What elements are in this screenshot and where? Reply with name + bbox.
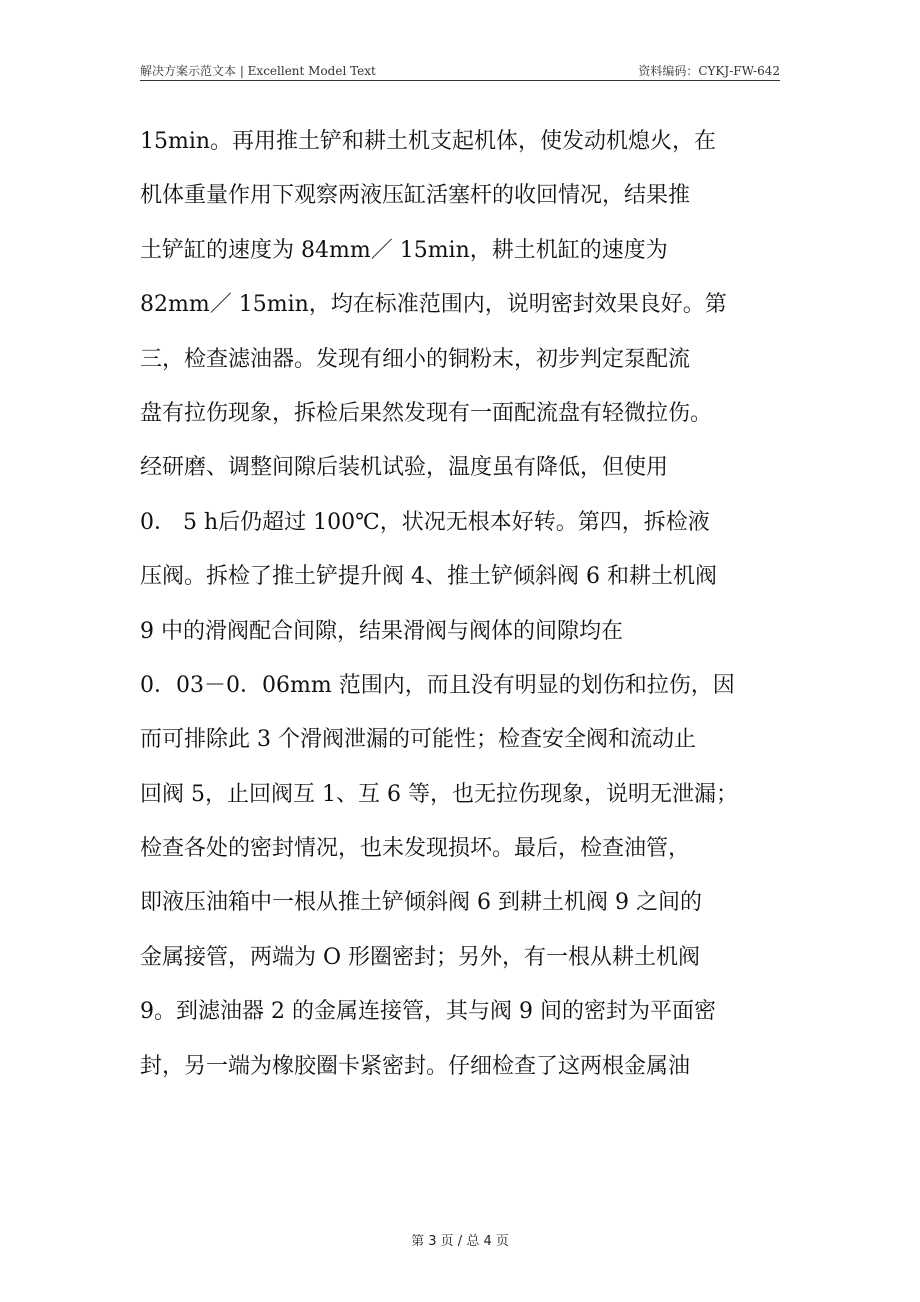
body-line: 封，另一端为橡胶圈卡紧密封。仔细检查了这两根金属油 (140, 1053, 691, 1079)
page-footer (0, 1230, 920, 1249)
body-line: 检查各处的密封情况，也未发现损坏。最后，检查油管， (140, 836, 691, 862)
body-line: 0．03－0．06mm 范围内，而且没有明显的划伤和拉伤，因 (140, 672, 735, 698)
body-line: 金属接管，两端为 O 形圈密封；另外，有一根从耕土机阀 (140, 944, 701, 970)
page-header (140, 60, 780, 81)
body-line: 15min。再用推土铲和耕土机支起机体，使发动机熄火，在 (140, 129, 717, 154)
body-line: 0． 5 h后仍超过 100℃，状况无根本好转。第四，拆检液 (140, 509, 710, 535)
document-body (140, 120, 790, 1099)
body-line: 盘有拉伤现象，拆检后果然发现有一面配流盘有轻微拉伤。 (140, 400, 713, 426)
body-line: 土铲缸的速度为 84mm／ 15min，耕土机缸的速度为 (140, 237, 668, 263)
body-line: 压阀。拆检了推土铲提升阀 4、推土铲倾斜阀 6 和耕土机阀 (140, 564, 717, 590)
body-line: 而可排除此 3 个滑阀泄漏的可能性；检查安全阀和流动止 (140, 727, 696, 753)
body-line: 9。到滤油器 2 的金属连接管，其与阀 9 间的密封为平面密 (140, 999, 716, 1025)
document-code: 资料编码：CYKJ-FW-642 (638, 64, 780, 78)
body-line: 经研磨、调整间隙后装机试验，温度虽有降低，但使用 (140, 455, 669, 481)
header-title: 解决方案示范文本 | Excellent Model Text (140, 64, 376, 78)
body-line: 三，检查滤油器。发现有细小的铜粉末，初步判定泵配流 (140, 346, 691, 372)
page-number: 第 3 页 / 总 4 页 (411, 1234, 509, 1249)
body-line: 即液压油箱中一根从推土铲倾斜阀 6 到耕土机阀 9 之间的 (140, 890, 702, 916)
body-line: 9 中的滑阀配合间隙，结果滑阀与阀体的间隙均在 (140, 618, 623, 644)
body-line: 回阀 5，止回阀互 1、互 6 等，也无拉伤现象，说明无泄漏； (140, 781, 738, 807)
body-line: 机体重量作用下观察两液压缸活塞杆的收回情况，结果推 (140, 183, 691, 209)
body-line: 82mm／ 15min，均在标准范围内，说明密封效果良好。第 (140, 292, 727, 318)
